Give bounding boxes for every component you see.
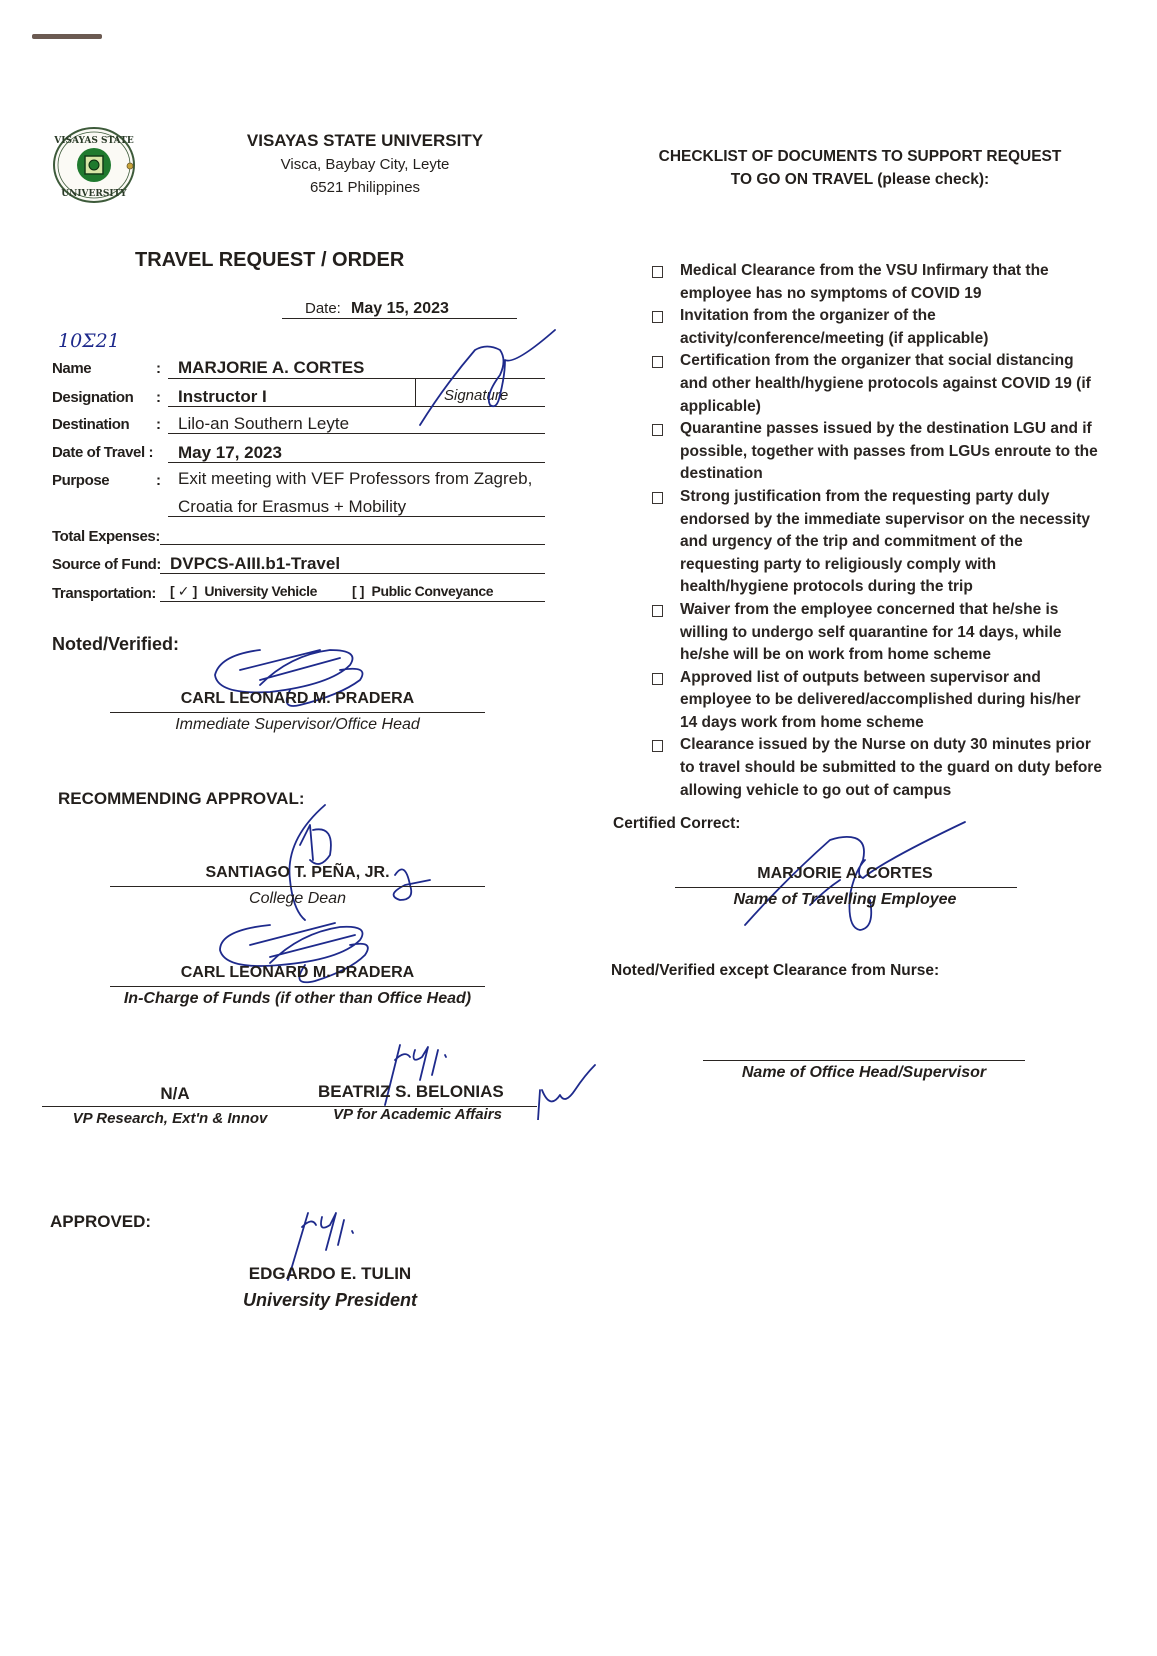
signature-caption: Signature — [444, 387, 509, 404]
field-underline-name — [168, 378, 545, 379]
document-title: TRAVEL REQUEST / ORDER — [135, 249, 405, 271]
field-label-destination: Destination — [52, 416, 130, 433]
vp-research-role: VP Research, Ext'n & Innov — [72, 1110, 268, 1127]
signature-divider — [415, 378, 416, 406]
checklist-item[interactable] — [652, 734, 1102, 802]
noted-verified-heading: Noted/Verified: — [52, 634, 180, 654]
checklist-item[interactable] — [652, 599, 1102, 667]
field-underline-date-of-travel — [168, 462, 545, 463]
checklist-item[interactable] — [652, 667, 1102, 735]
transport-checkbox-checked-icon[interactable]: [ ✓ ] — [170, 583, 197, 599]
staple-mark — [32, 34, 102, 39]
date-label: Date: — [305, 300, 341, 317]
date-value: May 15, 2023 — [351, 300, 449, 317]
university-name: VISAYAS STATE UNIVERSITY — [246, 131, 484, 150]
field-underline-transportation — [160, 601, 545, 602]
approved-heading: APPROVED: — [50, 1212, 152, 1231]
vp-academic-role: VP for Academic Affairs — [333, 1106, 502, 1123]
transport-option-public-conveyance[interactable] — [352, 583, 493, 599]
checklist-item[interactable] — [652, 305, 1102, 350]
field-value-date-of-travel: May 17, 2023 — [178, 443, 282, 462]
field-underline-total-expenses — [160, 544, 545, 545]
checklist-item-text: Invitation from the organizer of the activity/conference/meeting (if applicable) — [680, 307, 989, 347]
field-underline-source-of-fund — [160, 573, 545, 574]
document-checklist — [652, 260, 1102, 802]
vp-academic-name: BEATRIZ S. BELONIAS — [318, 1082, 504, 1101]
checkbox-unchecked-icon[interactable] — [652, 311, 663, 323]
field-label-purpose: Purpose — [52, 472, 110, 489]
checklist-item[interactable] — [652, 350, 1102, 418]
vsu-seal-icon — [50, 126, 138, 204]
checkbox-unchecked-icon[interactable] — [652, 424, 663, 436]
field-underline-designation — [168, 406, 545, 407]
checklist-item-text: Waiver from the employee concerned that he/she is willing to undergo self quarantine for 14 days, while he/she will be on work from home scheme — [680, 600, 1062, 664]
president-name: EDGARDO E. TULIN — [248, 1264, 412, 1283]
checklist-item-text: Medical Clearance from the VSU Infirmary that the employee has no symptoms of COVID 19 — [680, 262, 1049, 302]
checkbox-unchecked-icon[interactable] — [652, 605, 663, 617]
field-underline-purpose — [168, 516, 545, 517]
nurse-clearance-heading: Noted/Verified except Clearance from Nurse: — [611, 962, 940, 979]
university-address-line1: Visca, Baybay City, Leyte — [280, 156, 450, 173]
traveller-signature-line — [675, 887, 1017, 888]
checklist-item-text: Strong justification from the requesting party duly endorsed by the immediate supervisor on the necessity and urgency of the trip and commitment of the requesting party to religiously comply with health/hygiene protocols during the trip — [680, 487, 1091, 596]
field-underline-destination — [168, 433, 545, 434]
field-value-name: MARJORIE A. CORTES — [178, 358, 365, 377]
office-head-signature-line — [703, 1060, 1025, 1061]
transport-option-university-vehicle[interactable] — [170, 583, 317, 600]
field-label-name: Name — [52, 360, 92, 377]
supervisor-name: CARL LEONARD M. PRADERA — [180, 690, 415, 707]
president-role: University President — [242, 1290, 418, 1310]
checkbox-unchecked-icon[interactable] — [652, 266, 663, 278]
traveller-name: MARJORIE A. CORTES — [757, 865, 933, 882]
checklist-title-line1: CHECKLIST OF DOCUMENTS TO SUPPORT REQUEST — [658, 148, 1062, 165]
field-label-source-of-fund: Source of Fund: — [52, 556, 161, 573]
traveller-role: Name of Travelling Employee — [733, 891, 957, 908]
field-label-total-expenses: Total Expenses: — [52, 528, 160, 545]
checkbox-unchecked-icon[interactable] — [652, 673, 663, 685]
field-value-purpose-line2: Croatia for Erasmus + Mobility — [178, 497, 407, 516]
funds-incharge-signature-line — [110, 986, 485, 987]
checkbox-unchecked-icon[interactable] — [652, 492, 663, 504]
dean-role: College Dean — [249, 890, 346, 907]
field-value-designation: Instructor I — [178, 387, 267, 406]
field-value-purpose-line1: Exit meeting with VEF Professors from Zagreb, — [178, 469, 533, 488]
dean-name: SANTIAGO T. PEÑA, JR. — [205, 864, 390, 881]
checklist-item[interactable] — [652, 486, 1102, 599]
svg-text:VISAYAS STATE: VISAYAS STATE — [54, 136, 134, 146]
checklist-title-line2: TO GO ON TRAVEL (please check): — [730, 171, 990, 188]
supervisor-role: Immediate Supervisor/Office Head — [175, 716, 420, 733]
certified-correct-heading: Certified Correct: — [613, 815, 741, 832]
checklist-item[interactable] — [652, 418, 1102, 486]
field-label-designation: Designation — [52, 389, 134, 406]
field-label-date-of-travel: Date of Travel : — [52, 444, 154, 461]
vp-research-name: N/A — [160, 1084, 190, 1103]
office-head-role: Name of Office Head/Supervisor — [741, 1064, 987, 1081]
field-colon: : — [156, 360, 161, 377]
checklist-item-text: Approved list of outputs between supervisor and employee to be delivered/accomplished during his/her 14 days work from home scheme — [680, 668, 1081, 731]
checklist-item-text: Clearance issued by the Nurse on duty 30 minutes prior to travel should be submitted to the guard on duty before allowing vehicle to go out of campus — [680, 736, 1102, 799]
recommending-approval-heading: RECOMMENDING APPROVAL: — [58, 789, 305, 808]
transport-checkbox-empty-icon[interactable]: [ ] — [352, 583, 365, 599]
date-underline — [282, 318, 517, 319]
funds-incharge-name: CARL LEONARD M. PRADERA — [180, 964, 415, 981]
svg-text:UNIVERSITY: UNIVERSITY — [61, 189, 127, 199]
checklist-title — [650, 145, 1070, 191]
checkbox-unchecked-icon[interactable] — [652, 740, 663, 752]
field-colon: : — [156, 389, 161, 406]
field-label-transportation: Transportation: — [52, 585, 157, 602]
transport-option-label: University Vehicle — [204, 583, 317, 599]
date-row — [305, 300, 449, 318]
checklist-item[interactable] — [652, 260, 1102, 305]
funds-incharge-signature — [210, 915, 380, 995]
field-value-destination: Lilo-an Southern Leyte — [178, 414, 350, 433]
field-colon: : — [156, 472, 161, 489]
dean-signature-line — [110, 886, 485, 887]
checklist-item-text: Certification from the organizer that social distancing and other health/hygiene protocols against COVID 19 (if applicable) — [680, 352, 1091, 415]
handwritten-note: 10Σ21 — [58, 330, 120, 352]
university-address-line2: 6521 Philippines — [309, 179, 421, 196]
supervisor-signature-line — [110, 712, 485, 713]
checkbox-unchecked-icon[interactable] — [652, 356, 663, 368]
field-value-source-of-fund: DVPCS-AIII.b1-Travel — [170, 554, 341, 573]
checklist-item-text: Quarantine passes issued by the destination LGU and if possible, together with passes from LGUs enroute to the destination — [680, 420, 1098, 483]
funds-incharge-role: In-Charge of Funds (if other than Office Head) — [123, 990, 472, 1007]
transport-option-label: Public Conveyance — [371, 583, 494, 599]
field-colon: : — [156, 416, 161, 433]
